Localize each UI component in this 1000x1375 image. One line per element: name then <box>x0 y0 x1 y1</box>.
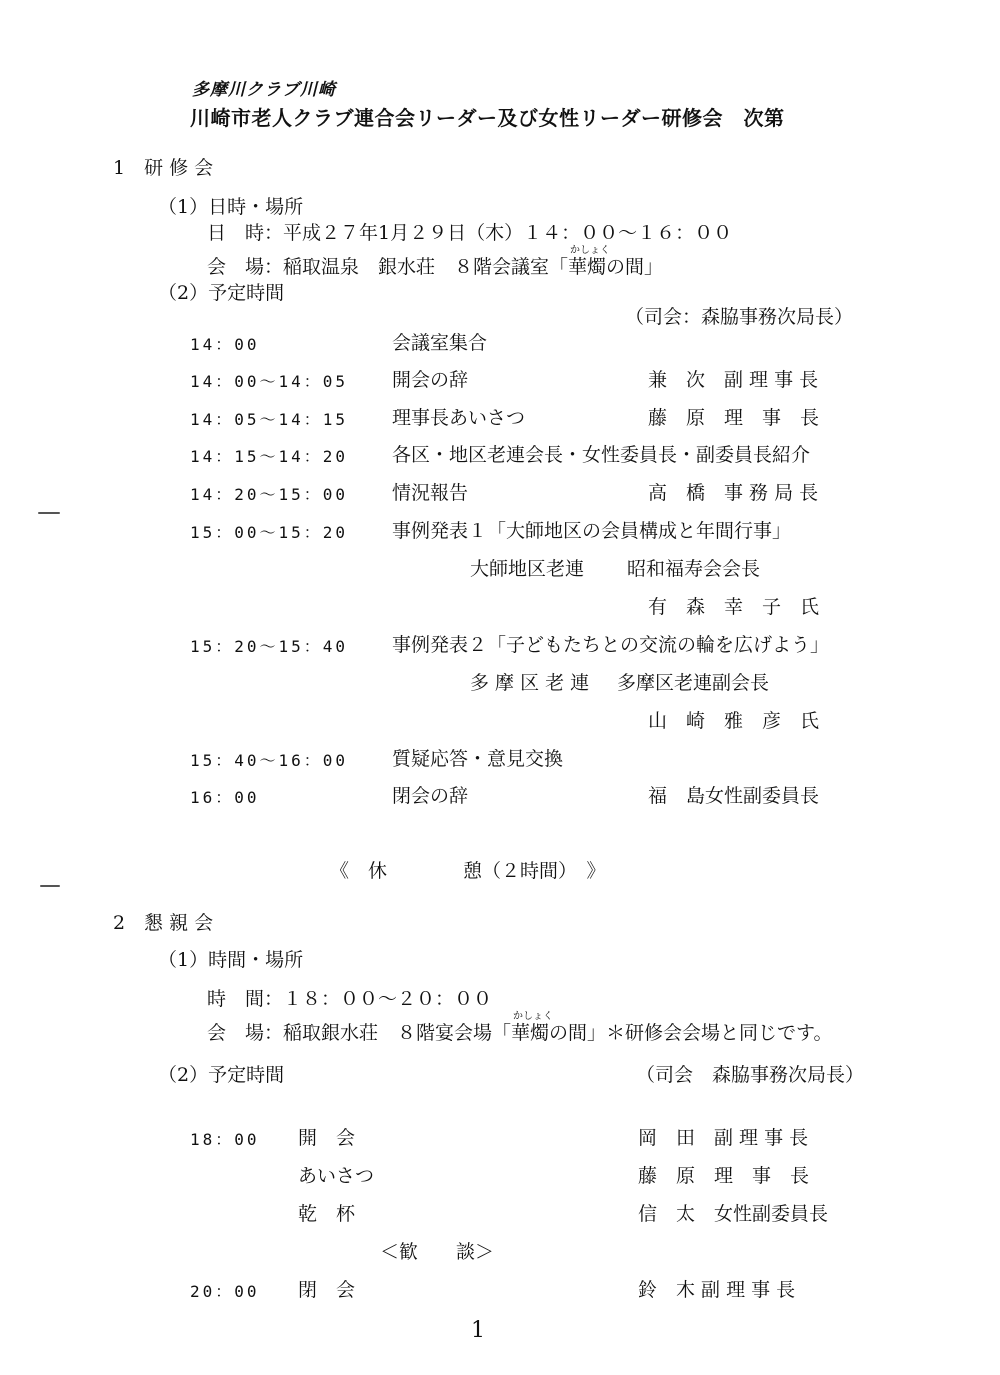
case2-role: 多摩区老連副会長 <box>617 672 770 694</box>
schedule-time: 20：00 <box>190 1282 260 1301</box>
schedule-person: 高 橋 事 務 局 長 <box>648 482 819 504</box>
schedule-time: 14：15～14：20 <box>190 447 349 466</box>
schedule-item: 事例発表２「子どもたちとの交流の輪を広げよう」 <box>392 634 830 656</box>
case2-org: 多 摩 区 老 連 <box>470 672 590 694</box>
section2-time: 時 間：１８：００～２０：００ <box>207 988 493 1010</box>
schedule-person: 兼 次 副 理 事 長 <box>648 369 819 391</box>
venue-room-name <box>511 1011 554 1044</box>
section2-heading: 2 懇 親 会 <box>113 912 214 934</box>
scan-mark <box>40 885 60 887</box>
break-notice: 《 休 憩（２時間） 》 <box>330 860 606 882</box>
schedule-time: 15：00～15：20 <box>190 523 349 542</box>
section1-mc: （司会：森脇事務次局長） <box>625 306 854 328</box>
schedule-person: 藤 原 理 事 長 <box>648 407 820 429</box>
section1-heading: 1 研 修 会 <box>113 157 214 179</box>
schedule-time: 16：00 <box>190 788 260 807</box>
schedule-item: あいさつ <box>298 1165 375 1187</box>
schedule-item: 乾 杯 <box>298 1203 356 1225</box>
org-name: 多摩川クラブ川崎 <box>192 80 336 100</box>
schedule-person: 福 島女性副委員長 <box>648 785 820 807</box>
case1-role: 昭和福寿会会長 <box>627 558 761 580</box>
section2-sub2-label: （2）予定時間 <box>158 1064 285 1086</box>
case1-org: 大師地区老連 <box>470 558 585 580</box>
schedule-item: 閉 会 <box>298 1279 356 1301</box>
schedule-person: 信 太 女性副委員長 <box>638 1203 829 1225</box>
schedule-item: 開会の辞 <box>392 369 469 391</box>
page-number: 1 <box>471 1318 485 1343</box>
room-reading: かしょく <box>570 245 611 256</box>
schedule-time: 14：05～14：15 <box>190 410 349 429</box>
document-title: 川崎市老人クラブ連合会リーダー及び女性リーダー研修会 次第 <box>190 106 785 130</box>
section2-mc: （司会 森脇事務次局長） <box>636 1064 865 1086</box>
schedule-person: 岡 田 副 理 事 長 <box>638 1127 809 1149</box>
schedule-time: 14：20～15：00 <box>190 485 349 504</box>
case1-speaker: 有 森 幸 子 氏 <box>648 596 820 618</box>
schedule-item: 理事長あいさつ <box>392 407 526 429</box>
venue-room-text: 華燭 <box>568 256 607 278</box>
section1-venue <box>207 245 664 278</box>
section1-sub2-label: （2）予定時間 <box>158 282 285 304</box>
schedule-time: 15：40～16：00 <box>190 751 349 770</box>
schedule-item: 開 会 <box>298 1127 356 1149</box>
section1-datetime: 日 時：平成２７年1月２９日（木）１４：００～１６：００ <box>207 222 733 244</box>
schedule-time: 14：00 <box>190 335 260 354</box>
venue-text-before: 会 場：稲取温泉 銀水荘 ８階会議室「 <box>207 256 569 278</box>
venue-text-before: 会 場：稲取銀水荘 ８階宴会場「 <box>207 1022 512 1044</box>
section1-sub1-label: （1）日時・場所 <box>158 196 304 218</box>
schedule-person: 藤 原 理 事 長 <box>638 1165 810 1187</box>
schedule-item: ＜歓 談＞ <box>380 1241 495 1263</box>
schedule-person: 鈴 木 副 理 事 長 <box>638 1279 796 1301</box>
schedule-item: 各区・地区老連会長・女性委員長・副委員長紹介 <box>392 444 811 466</box>
venue-room-name <box>568 245 611 278</box>
section2-venue <box>207 1011 833 1044</box>
scan-mark <box>38 512 60 514</box>
schedule-item: 情況報告 <box>392 482 469 504</box>
room-reading: かしょく <box>513 1011 554 1022</box>
schedule-time: 14：00～14：05 <box>190 372 349 391</box>
schedule-item: 質疑応答・意見交換 <box>392 748 564 770</box>
section2-sub1-label: （1）時間・場所 <box>158 949 304 971</box>
schedule-item: 会議室集合 <box>392 332 488 354</box>
venue-text-after: の間」 <box>606 256 664 278</box>
schedule-item: 閉会の辞 <box>392 785 469 807</box>
schedule-item: 事例発表１「大師地区の会員構成と年間行事」 <box>392 520 792 542</box>
schedule-time: 15：20～15：40 <box>190 637 349 656</box>
venue-text-after: の間」＊研修会会場と同じです。 <box>549 1022 833 1044</box>
case2-speaker: 山 崎 雅 彦 氏 <box>648 710 820 732</box>
schedule-time: 18：00 <box>190 1130 260 1149</box>
venue-room-text: 華燭 <box>511 1022 550 1044</box>
